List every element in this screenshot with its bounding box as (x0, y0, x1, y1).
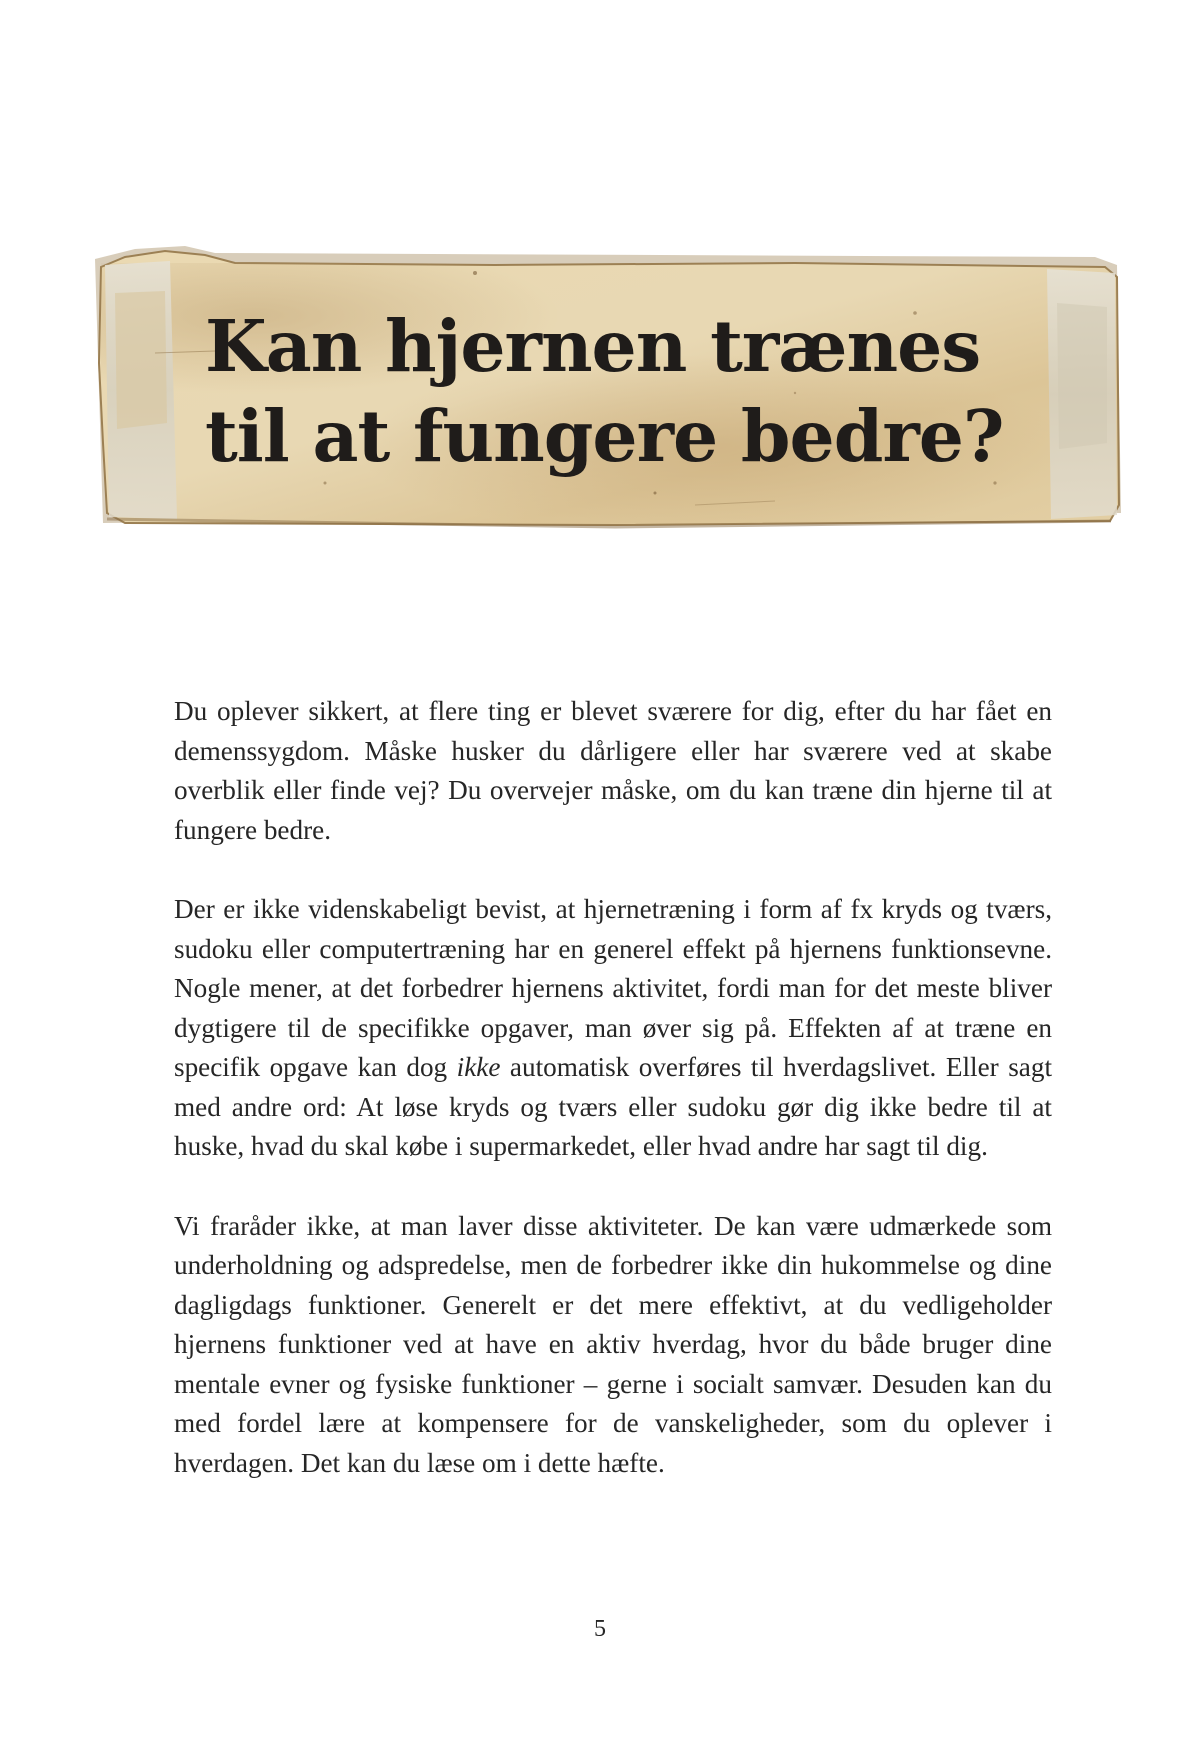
page-number: 5 (594, 1616, 606, 1642)
body-text (174, 692, 1052, 1523)
title-line-1: Kan hjernen trænes (205, 304, 981, 388)
page-title (205, 301, 1105, 481)
paragraph-1-text: Du oplever sikkert, at flere ting er blevet sværere for dig, efter du har fået en demenssygdom. Måske husker du dårligere eller har sværere ved at skabe overblik eller finde vej? Du overvejer måske, om du kan træne din hjerne til at fungere bedre. (174, 696, 1052, 845)
paragraph-3 (174, 1207, 1052, 1484)
paragraph-2 (174, 890, 1052, 1167)
paragraph-2-text-start: Der er ikke videnskabeligt bevist, at hjernetræning i form af fx kryds og tværs, sudoku eller computertræning har en generel effekt på hjernens funktionsevne. Nogle mener, at det forbedrer hjernens aktivitet, fordi man for det meste bliver dygtigere til de specifikke opgaver, man øver sig på. Effekten af at træne en specifik opgave kan dog (174, 894, 1052, 1082)
paragraph-3-text: Vi fraråder ikke, at man laver disse aktiviteter. De kan være udmærkede som underholdning og adspredelse, men de forbedrer ikke din hukommelse og dine dagligdags funktioner. Generelt er det mere effektivt, at du vedligeholder hjernens funktioner ved at have en aktiv hverdag, hvor du både bruger dine mentale evner og fysiske funktioner – gerne i socialt samvær. Desuden kan du med fordel lære at kompensere for de vanskeligheder, som du oplever i hverdagen. Det kan du læse om i dette hæfte. (174, 1210, 1052, 1478)
paragraph-1 (174, 692, 1052, 850)
title-line-2: til at fungere bedre? (205, 394, 1004, 478)
paragraph-2-emphasis: ikke (456, 1052, 501, 1082)
title-banner (95, 243, 1125, 533)
paragraph-2-text-end: automatisk overføres til hverdagslivet. Eller sagt med andre ord: At løse kryds og tværs eller sudoku gør dig ikke bedre til at huske, hvad du skal købe i supermarkedet, eller hvad andre har sagt til dig. (174, 1052, 1052, 1161)
